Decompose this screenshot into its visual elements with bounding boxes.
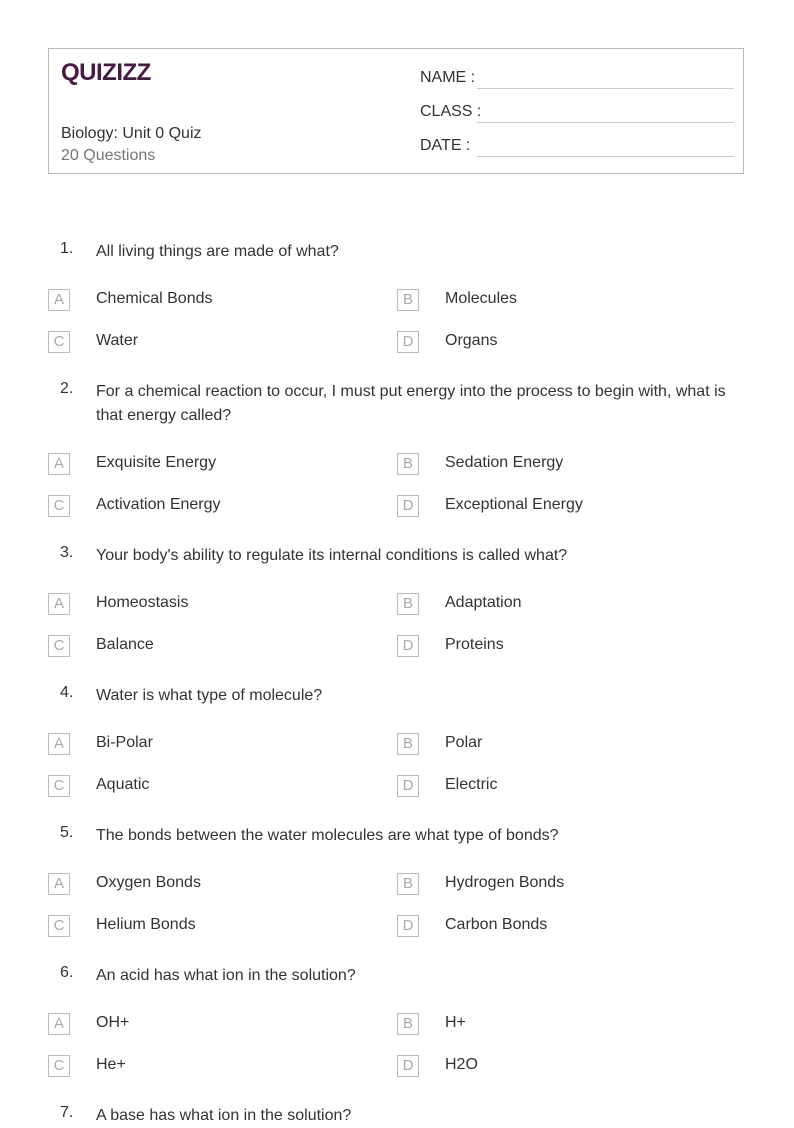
question-number: 5. bbox=[60, 824, 74, 841]
name-line[interactable] bbox=[477, 88, 734, 89]
question-text: An acid has what ion in the solution? bbox=[96, 967, 356, 984]
option-text: Exceptional Energy bbox=[445, 496, 583, 513]
option-text: Exquisite Energy bbox=[96, 454, 217, 471]
option-text: Oxygen Bonds bbox=[96, 874, 201, 891]
option-text: Bi-Polar bbox=[96, 734, 153, 751]
option-letter-box[interactable]: D bbox=[397, 635, 419, 657]
option-text: Hydrogen Bonds bbox=[445, 874, 565, 891]
question-text: The bonds between the water molecules are what type of bonds? bbox=[96, 827, 559, 844]
option-text: Electric bbox=[445, 776, 498, 793]
question-count: 20 Questions bbox=[61, 147, 156, 164]
date-label: DATE : bbox=[420, 137, 471, 154]
class-line[interactable] bbox=[477, 122, 734, 123]
option-letter-box[interactable]: A bbox=[48, 1013, 70, 1035]
option-letter-box[interactable]: B bbox=[397, 733, 419, 755]
option-text: Helium Bonds bbox=[96, 916, 196, 933]
class-field[interactable] bbox=[420, 101, 734, 125]
worksheet-header bbox=[48, 48, 744, 174]
question-number: 7. bbox=[60, 1104, 74, 1121]
option-text: Activation Energy bbox=[96, 496, 221, 513]
quizizz-logo: QUIZIZZ bbox=[61, 59, 151, 86]
option-letter-box[interactable]: C bbox=[48, 495, 70, 517]
question-number: 1. bbox=[60, 240, 74, 257]
option-text: Aquatic bbox=[96, 776, 150, 793]
option-text: OH+ bbox=[96, 1014, 130, 1031]
question-number: 3. bbox=[60, 544, 74, 561]
option-letter-box[interactable]: B bbox=[397, 873, 419, 895]
option-letter-box[interactable]: B bbox=[397, 289, 419, 311]
option-letter-box[interactable]: A bbox=[48, 873, 70, 895]
option-text: Polar bbox=[445, 734, 483, 751]
option-letter-box[interactable]: B bbox=[397, 1013, 419, 1035]
option-letter-box[interactable]: A bbox=[48, 593, 70, 615]
option-letter-box[interactable]: C bbox=[48, 915, 70, 937]
option-letter-box[interactable]: C bbox=[48, 635, 70, 657]
option-letter-box[interactable]: D bbox=[397, 1055, 419, 1077]
option-text: Sedation Energy bbox=[445, 454, 564, 471]
option-letter-box[interactable]: D bbox=[397, 915, 419, 937]
option-text: Balance bbox=[96, 636, 154, 653]
option-text: He+ bbox=[96, 1056, 126, 1073]
option-text: Carbon Bonds bbox=[445, 916, 548, 933]
option-letter-box[interactable]: B bbox=[397, 593, 419, 615]
question-text: For a chemical reaction to occur, I must put energy into the process to begin with, what is that energy called? bbox=[96, 383, 726, 424]
question-text: Your body's ability to regulate its internal conditions is called what? bbox=[96, 547, 568, 564]
class-label: CLASS : bbox=[420, 103, 482, 120]
date-field[interactable] bbox=[420, 135, 734, 159]
option-text: Homeostasis bbox=[96, 594, 189, 611]
option-letter-box[interactable]: C bbox=[48, 1055, 70, 1077]
question-number: 4. bbox=[60, 684, 74, 701]
name-field[interactable] bbox=[420, 67, 734, 91]
option-text: H2O bbox=[445, 1056, 478, 1073]
quiz-title: Biology: Unit 0 Quiz bbox=[61, 125, 202, 142]
question-text: Water is what type of molecule? bbox=[96, 687, 323, 704]
option-letter-box[interactable]: A bbox=[48, 453, 70, 475]
option-letter-box[interactable]: B bbox=[397, 453, 419, 475]
option-letter-box[interactable]: D bbox=[397, 331, 419, 353]
option-text: Water bbox=[96, 332, 139, 349]
option-text: Adaptation bbox=[445, 594, 522, 611]
question-number: 6. bbox=[60, 964, 74, 981]
name-label: NAME : bbox=[420, 69, 476, 86]
option-letter-box[interactable]: C bbox=[48, 331, 70, 353]
option-text: Organs bbox=[445, 332, 498, 349]
option-letter-box[interactable]: C bbox=[48, 775, 70, 797]
option-letter-box[interactable]: A bbox=[48, 733, 70, 755]
option-letter-box[interactable]: D bbox=[397, 775, 419, 797]
date-line[interactable] bbox=[477, 156, 734, 157]
question-text: A base has what ion in the solution? bbox=[96, 1107, 352, 1124]
option-text: Molecules bbox=[445, 290, 518, 307]
option-text: Proteins bbox=[445, 636, 504, 653]
option-letter-box[interactable]: D bbox=[397, 495, 419, 517]
option-text: H+ bbox=[445, 1014, 466, 1031]
question-text: All living things are made of what? bbox=[96, 243, 339, 260]
question-number: 2. bbox=[60, 380, 74, 397]
option-text: Chemical Bonds bbox=[96, 290, 213, 307]
option-letter-box[interactable]: A bbox=[48, 289, 70, 311]
